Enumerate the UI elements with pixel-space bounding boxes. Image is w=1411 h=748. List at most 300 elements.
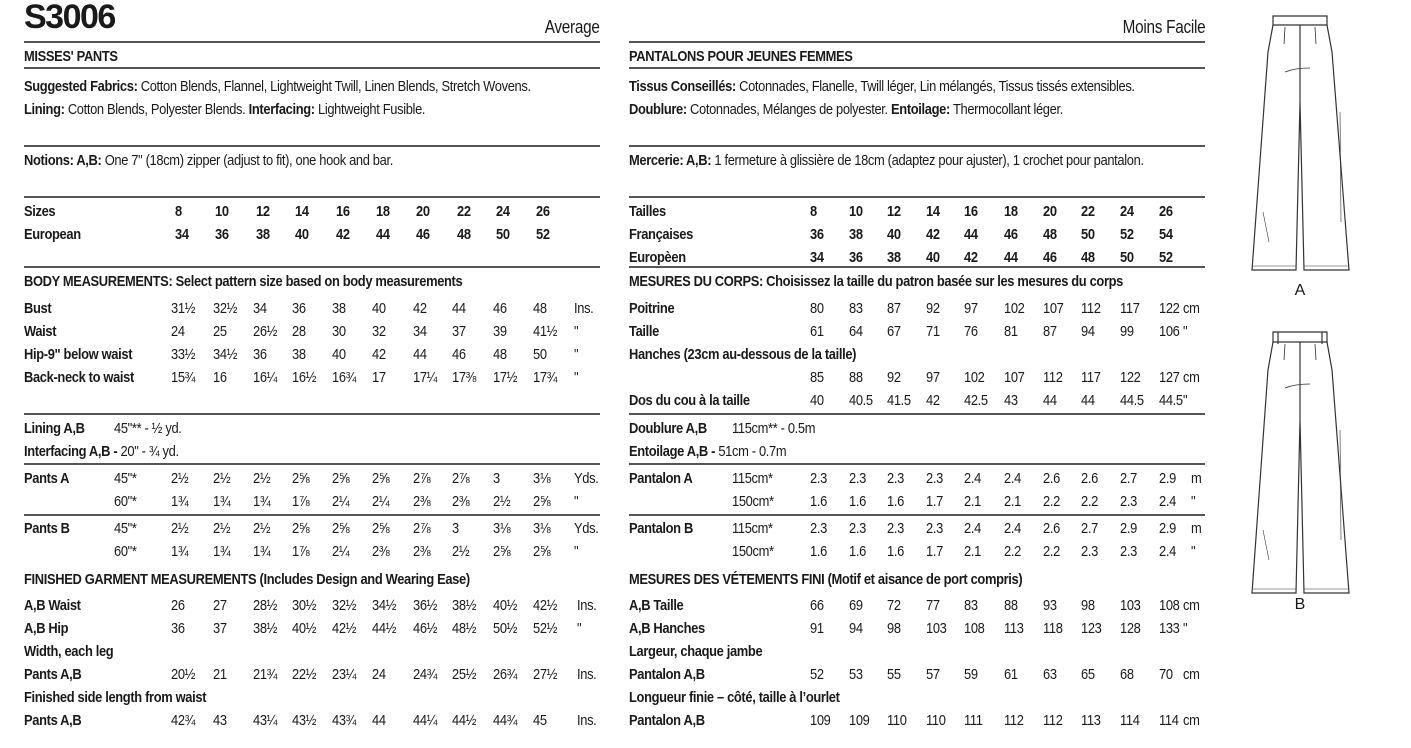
cell-value: 1⅞ [292, 543, 310, 560]
cell-value: 87 [1043, 323, 1057, 340]
cell-value: 54 [1159, 226, 1173, 243]
cell-value: 44½ [372, 620, 397, 637]
divider [24, 463, 600, 465]
cell-value: 24 [1120, 203, 1134, 220]
skill-level: Average [545, 17, 600, 37]
cell-value: 45 [533, 712, 547, 729]
cell-value: 12 [887, 203, 901, 220]
row-label: Pantalon A,B [629, 666, 705, 683]
fabric-width: 115cm* [732, 520, 773, 537]
cell-value: 16¼ [253, 369, 278, 386]
cell-value: 61 [810, 323, 824, 340]
notions [24, 149, 574, 172]
cell-value: 50 [533, 346, 547, 363]
cell-value: 122 [1159, 300, 1180, 317]
cell-value: 2.6 [1043, 520, 1060, 537]
cell-value: 68 [1120, 666, 1134, 683]
cell-value: 122 [1120, 369, 1141, 386]
cell-value: 59 [964, 666, 978, 683]
cell-value: 2.1 [1004, 493, 1021, 510]
cell-value: 93 [1043, 597, 1057, 614]
cell-value: 127 [1159, 369, 1180, 386]
cell-value: 66 [810, 597, 824, 614]
cell-value: 48 [457, 226, 471, 243]
cell-value: 2.3 [1081, 543, 1098, 560]
cell-value: 2⅝ [332, 470, 350, 487]
cell-value: 17¼ [413, 369, 438, 386]
cell-value: 1⅞ [292, 493, 310, 510]
cell-value: 112 [1043, 369, 1063, 386]
skill-level-fr: Moins Facile [1122, 17, 1205, 37]
cell-value: 3 [452, 520, 459, 537]
cell-value: 61 [1004, 666, 1018, 683]
cell-value: 31½ [171, 300, 196, 317]
cell-value: 2⅞ [452, 470, 470, 487]
row-label: Hanches (23cm au-dessous de la taille) [629, 346, 857, 363]
cell-value: 107 [1043, 300, 1064, 317]
unit-label: Yds. [574, 520, 599, 537]
cell-value: 71 [926, 323, 940, 340]
cell-value: 110 [926, 712, 946, 729]
cell-value: 2.3 [810, 520, 827, 537]
yardage-row [24, 517, 600, 540]
cell-value: 44 [372, 712, 386, 729]
cell-value: 2⅜ [413, 543, 431, 560]
cell-value: 87 [887, 300, 901, 317]
divider [629, 463, 1205, 465]
cell-value: 30½ [292, 597, 317, 614]
cell-value: 40½ [292, 620, 317, 637]
yardage-row [24, 467, 600, 490]
cell-value: 40 [372, 300, 386, 317]
cell-value: 2⅞ [413, 470, 431, 487]
cell-value: 2.9 [1159, 470, 1176, 487]
row-label: A,B Taille [629, 597, 684, 614]
cell-value: 2.3 [926, 470, 943, 487]
yardage-row [629, 490, 1205, 513]
cell-value: 69 [849, 597, 863, 614]
cell-value: 1¾ [171, 493, 189, 510]
divider [24, 67, 600, 69]
cell-value: 2.3 [849, 520, 866, 537]
fabric-width: 150cm* [732, 543, 774, 560]
table-row [24, 709, 600, 732]
cell-value: 83 [964, 597, 978, 614]
cell-value: 46 [1043, 249, 1057, 266]
cell-value: 42.5 [964, 392, 988, 409]
cell-value: 2.4 [964, 470, 981, 487]
table-row [24, 617, 600, 640]
cell-value: 2⅝ [372, 520, 390, 537]
cell-value: 2.2 [1004, 543, 1021, 560]
cell-value: 98 [887, 620, 901, 637]
row-label: Taille [629, 323, 659, 340]
cell-value: 43 [213, 712, 227, 729]
table-row [629, 640, 1205, 663]
yardage-row [24, 490, 600, 513]
cell-value: 15¾ [171, 369, 196, 386]
cell-value: 16¾ [332, 369, 357, 386]
unit-label: cm [1183, 597, 1200, 614]
table-row [629, 320, 1205, 343]
cell-value: 44 [1004, 249, 1018, 266]
unit-label: " [574, 543, 579, 560]
cell-value: 2⅝ [493, 543, 511, 560]
cell-value: 39 [493, 323, 507, 340]
cell-value: 16½ [292, 369, 317, 386]
cell-value: 40 [926, 249, 940, 266]
cell-value: 113 [1004, 620, 1024, 637]
cell-value: 34 [175, 226, 189, 243]
cell-value: 17⅜ [452, 369, 477, 386]
cell-value: 20 [1043, 203, 1057, 220]
cell-value: 46 [452, 346, 466, 363]
size-row [629, 200, 1205, 223]
view-a-label: A [1294, 282, 1306, 299]
cell-value: 1.6 [887, 543, 904, 560]
row-label: A,B Hip [24, 620, 69, 637]
fabrics-text: Cotton Blends, Flannel, Lightweight Twill, Linen Blends, Stretch Wovens. [137, 78, 531, 95]
cell-value: 17½ [493, 369, 518, 386]
cell-value: 42¾ [171, 712, 196, 729]
cell-value: 1¾ [171, 543, 189, 560]
row-label: A,B Waist [24, 597, 81, 614]
unit-label: Ins. [577, 712, 597, 729]
pattern-title-fr: PANTALONS POUR JEUNES FEMMES [629, 48, 853, 65]
unit-label: m [1191, 520, 1202, 537]
cell-value: 38 [849, 226, 863, 243]
cell-value: 2¼ [332, 543, 350, 560]
cell-value: 42 [372, 346, 386, 363]
cell-value: 1.6 [849, 543, 866, 560]
cell-value: 1¾ [253, 543, 271, 560]
row-label: Longueur finie – côté, taille à l’ourlet [629, 689, 840, 706]
row-label: Waist [24, 323, 57, 340]
cell-value: 2⅜ [372, 543, 390, 560]
table-row [629, 663, 1205, 686]
cell-value: 112 [1004, 712, 1024, 729]
cell-value: 25 [213, 323, 227, 340]
table-row [629, 686, 1205, 709]
cell-value: 24 [171, 323, 185, 340]
cell-value: 2.3 [1120, 543, 1137, 560]
cell-value: 22 [1081, 203, 1095, 220]
cell-value: 40 [810, 392, 824, 409]
cell-value: 88 [849, 369, 863, 386]
cell-value: 2.3 [926, 520, 943, 537]
cell-value: 123 [1081, 620, 1102, 637]
cell-value: 2.7 [1081, 520, 1098, 537]
view-label: Pantalon A [629, 470, 693, 487]
cell-value: 48 [493, 346, 507, 363]
cell-value: 20 [416, 203, 430, 220]
table-row [24, 640, 600, 663]
cell-value: 81 [1004, 323, 1018, 340]
cell-value: 32½ [332, 597, 357, 614]
cell-value: 1.6 [887, 493, 904, 510]
cell-value: 98 [1081, 597, 1095, 614]
cell-value: 53 [849, 666, 863, 683]
cell-value: 52 [536, 226, 550, 243]
cell-value: 48 [533, 300, 547, 317]
cell-value: 18 [376, 203, 390, 220]
divider [24, 145, 600, 147]
row-label: Hip-9" below waist [24, 346, 133, 363]
unit-label: " [1191, 493, 1196, 510]
cell-value: 8 [810, 203, 817, 220]
cell-value: 1.6 [849, 493, 866, 510]
cell-value: 44.5 [1120, 392, 1144, 409]
cell-value: 28½ [253, 597, 278, 614]
size-row [24, 223, 600, 246]
cell-value: 34 [810, 249, 824, 266]
cell-value: 16 [213, 369, 227, 386]
cell-value: 2.6 [1081, 470, 1098, 487]
row-label: Back-neck to waist [24, 369, 134, 386]
cell-value: 50½ [493, 620, 518, 637]
cell-value: 112 [1081, 300, 1101, 317]
unit-label: Ins. [577, 597, 597, 614]
divider [629, 196, 1205, 198]
body-measurements-heading: BODY MEASUREMENTS: Select pattern size based on body measurements [24, 273, 463, 290]
fabric-width: 150cm* [732, 493, 774, 510]
cell-value: 3⅛ [533, 470, 551, 487]
cell-value: 46 [1004, 226, 1018, 243]
cell-value: 37 [452, 323, 466, 340]
cell-value: 88 [1004, 597, 1018, 614]
cell-value: 2.4 [1004, 520, 1021, 537]
cell-value: 32 [372, 323, 386, 340]
cell-value: 52 [1120, 226, 1134, 243]
view-label: Pants A [24, 470, 70, 487]
cell-value: 14 [295, 203, 309, 220]
cell-value: 30 [332, 323, 346, 340]
unit-label: " [574, 369, 579, 386]
cell-value: 16 [964, 203, 978, 220]
row-label: Width, each leg [24, 643, 114, 660]
cell-value: 2.2 [1043, 493, 1060, 510]
cell-value: 34½ [372, 597, 397, 614]
cell-value: 2.3 [849, 470, 866, 487]
divider [24, 514, 600, 516]
cell-value: 22½ [292, 666, 317, 683]
unit-label: " [1183, 392, 1188, 409]
suggested-fabrics [24, 75, 574, 121]
cell-value: 107 [1004, 369, 1025, 386]
divider [24, 413, 600, 415]
cell-value: 1.7 [926, 543, 943, 560]
row-label: Tailles [629, 203, 666, 220]
cell-value: 92 [887, 369, 901, 386]
cell-value: 102 [1004, 300, 1025, 317]
unit-label: Yds. [574, 470, 599, 487]
cell-value: 48½ [452, 620, 477, 637]
cell-value: 27½ [533, 666, 558, 683]
cell-value: 42 [926, 226, 940, 243]
cell-value: 36 [810, 226, 824, 243]
cell-value: 109 [849, 712, 870, 729]
cell-value: 57 [926, 666, 940, 683]
cell-value: 14 [926, 203, 940, 220]
cell-value: 1¾ [253, 493, 271, 510]
row-label: European [24, 226, 81, 243]
fabric-width: 115cm* [732, 470, 773, 487]
cell-value: 36 [215, 226, 229, 243]
cell-value: 109 [810, 712, 831, 729]
cell-value: 38 [887, 249, 901, 266]
cell-value: 2.3 [1120, 493, 1137, 510]
view-a-drawing [1240, 12, 1360, 302]
cell-value: 22 [457, 203, 471, 220]
cell-value: 111 [964, 712, 983, 729]
cell-value: 26½ [253, 323, 278, 340]
cell-value: 40 [295, 226, 309, 243]
cell-value: 38 [292, 346, 306, 363]
cell-value: 2.1 [964, 543, 981, 560]
cell-value: 36½ [413, 597, 438, 614]
cell-value: 1¾ [213, 493, 231, 510]
cell-value: 21 [213, 666, 227, 683]
cell-value: 108 [964, 620, 985, 637]
cell-value: 12 [256, 203, 270, 220]
unit-label: cm [1183, 369, 1200, 386]
cell-value: 113 [1081, 712, 1101, 729]
cell-value: 36 [171, 620, 185, 637]
cell-value: 46 [416, 226, 430, 243]
table-row [24, 594, 600, 617]
unit-label: Ins. [574, 300, 594, 317]
cell-value: 103 [926, 620, 947, 637]
cell-value: 42 [413, 300, 427, 317]
cell-value: 2¼ [332, 493, 350, 510]
view-b-drawing [1240, 330, 1360, 620]
cell-value: 2½ [213, 520, 231, 537]
cell-value: 83 [849, 300, 863, 317]
cell-value: 118 [1043, 620, 1063, 637]
size-row [629, 223, 1205, 246]
lining-yardage-fr: Doublure A,B 115cm** - 0.5m [629, 420, 816, 437]
fabric-width: 60"* [114, 543, 137, 560]
cell-value: 108 [1159, 597, 1180, 614]
cell-value: 2½ [213, 470, 231, 487]
cell-value: 67 [887, 323, 901, 340]
divider [24, 196, 600, 198]
cell-value: 38½ [452, 597, 477, 614]
divider [629, 413, 1205, 415]
cell-value: 43 [1004, 392, 1018, 409]
cell-value: 18 [1004, 203, 1018, 220]
cell-value: 2⅜ [452, 493, 470, 510]
divider [629, 41, 1205, 43]
view-label: Pantalon B [629, 520, 693, 537]
cell-value: 16 [336, 203, 350, 220]
cell-value: 2½ [493, 493, 511, 510]
cell-value: 2.4 [964, 520, 981, 537]
cell-value: 117 [1120, 300, 1140, 317]
table-row [24, 297, 600, 320]
cell-value: 44 [452, 300, 466, 317]
table-row [629, 389, 1205, 412]
cell-value: 41.5 [887, 392, 911, 409]
cell-value: 1.6 [810, 543, 827, 560]
body-measurements-heading-fr: MESURES DU CORPS: Choisissez la taille du patron basée sur les mesures du corps [629, 273, 1124, 290]
table-row [24, 343, 600, 366]
cell-value: 44¾ [493, 712, 518, 729]
cell-value: 44 [1043, 392, 1057, 409]
cell-value: 26 [171, 597, 185, 614]
cell-value: 10 [849, 203, 863, 220]
cell-value: 2½ [171, 470, 189, 487]
table-row [629, 617, 1205, 640]
row-label: Poitrine [629, 300, 675, 317]
row-label: Bust [24, 300, 52, 317]
cell-value: 37 [213, 620, 227, 637]
cell-value: 34 [413, 323, 427, 340]
fabric-width: 60"* [114, 493, 137, 510]
table-row [24, 663, 600, 686]
cell-value: 72 [887, 597, 901, 614]
finished-measurements-heading-fr: MESURES DES VÉTEMENTS FINI (Motif et aisance de port compris) [629, 571, 1023, 588]
cell-value: 2.2 [1081, 493, 1098, 510]
lining-yardage: Lining A,B 45"** - ½ yd. [24, 420, 182, 437]
cell-value: 2.2 [1043, 543, 1060, 560]
cell-value: 63 [1043, 666, 1057, 683]
cell-value: 2.7 [1120, 470, 1137, 487]
cell-value: 38 [332, 300, 346, 317]
cell-value: 26¾ [493, 666, 518, 683]
table-row [629, 709, 1205, 732]
cell-value: 1.6 [810, 493, 827, 510]
cell-value: 28 [292, 323, 306, 340]
row-label: Dos du cou à la taille [629, 392, 750, 409]
cell-value: 34 [253, 300, 267, 317]
cell-value: 52½ [533, 620, 558, 637]
fabrics-label: Suggested Fabrics: [24, 78, 138, 95]
cell-value: 44 [1081, 392, 1095, 409]
unit-label: " [1191, 543, 1196, 560]
unit-label: Ins. [577, 666, 597, 683]
row-label: Pantalon A,B [629, 712, 705, 729]
cell-value: 52 [810, 666, 824, 683]
cell-value: 44 [964, 226, 978, 243]
cell-value: 48 [1081, 249, 1095, 266]
cell-value: 103 [1120, 597, 1141, 614]
row-label: Françaises [629, 226, 693, 243]
cell-value: 2.3 [887, 470, 904, 487]
cell-value: 91 [810, 620, 824, 637]
cell-value: 70 [1159, 666, 1173, 683]
cell-value: 46½ [413, 620, 438, 637]
notions-text: One 7" (18cm) zipper (adjust to fit), one hook and bar. [101, 152, 393, 169]
cell-value: 2⅜ [413, 493, 431, 510]
cell-value: 2.3 [810, 470, 827, 487]
cell-value: 64 [849, 323, 863, 340]
row-label: Pants A,B [24, 666, 82, 683]
interfacing-yardage-fr: Entoilage A,B - 51cm - 0.7m [629, 443, 787, 460]
cell-value: 2.4 [1159, 543, 1176, 560]
cell-value: 2⅞ [413, 520, 431, 537]
cell-value: 50 [1120, 249, 1134, 266]
cell-value: 24¾ [413, 666, 438, 683]
row-label: Sizes [24, 203, 56, 220]
cell-value: 42½ [533, 597, 558, 614]
cell-value: 2⅝ [533, 543, 551, 560]
view-label: Pants B [24, 520, 70, 537]
cell-value: 99 [1120, 323, 1134, 340]
unit-label: " [1183, 323, 1188, 340]
cell-value: 3⅛ [533, 520, 551, 537]
unit-label: cm [1183, 712, 1200, 729]
